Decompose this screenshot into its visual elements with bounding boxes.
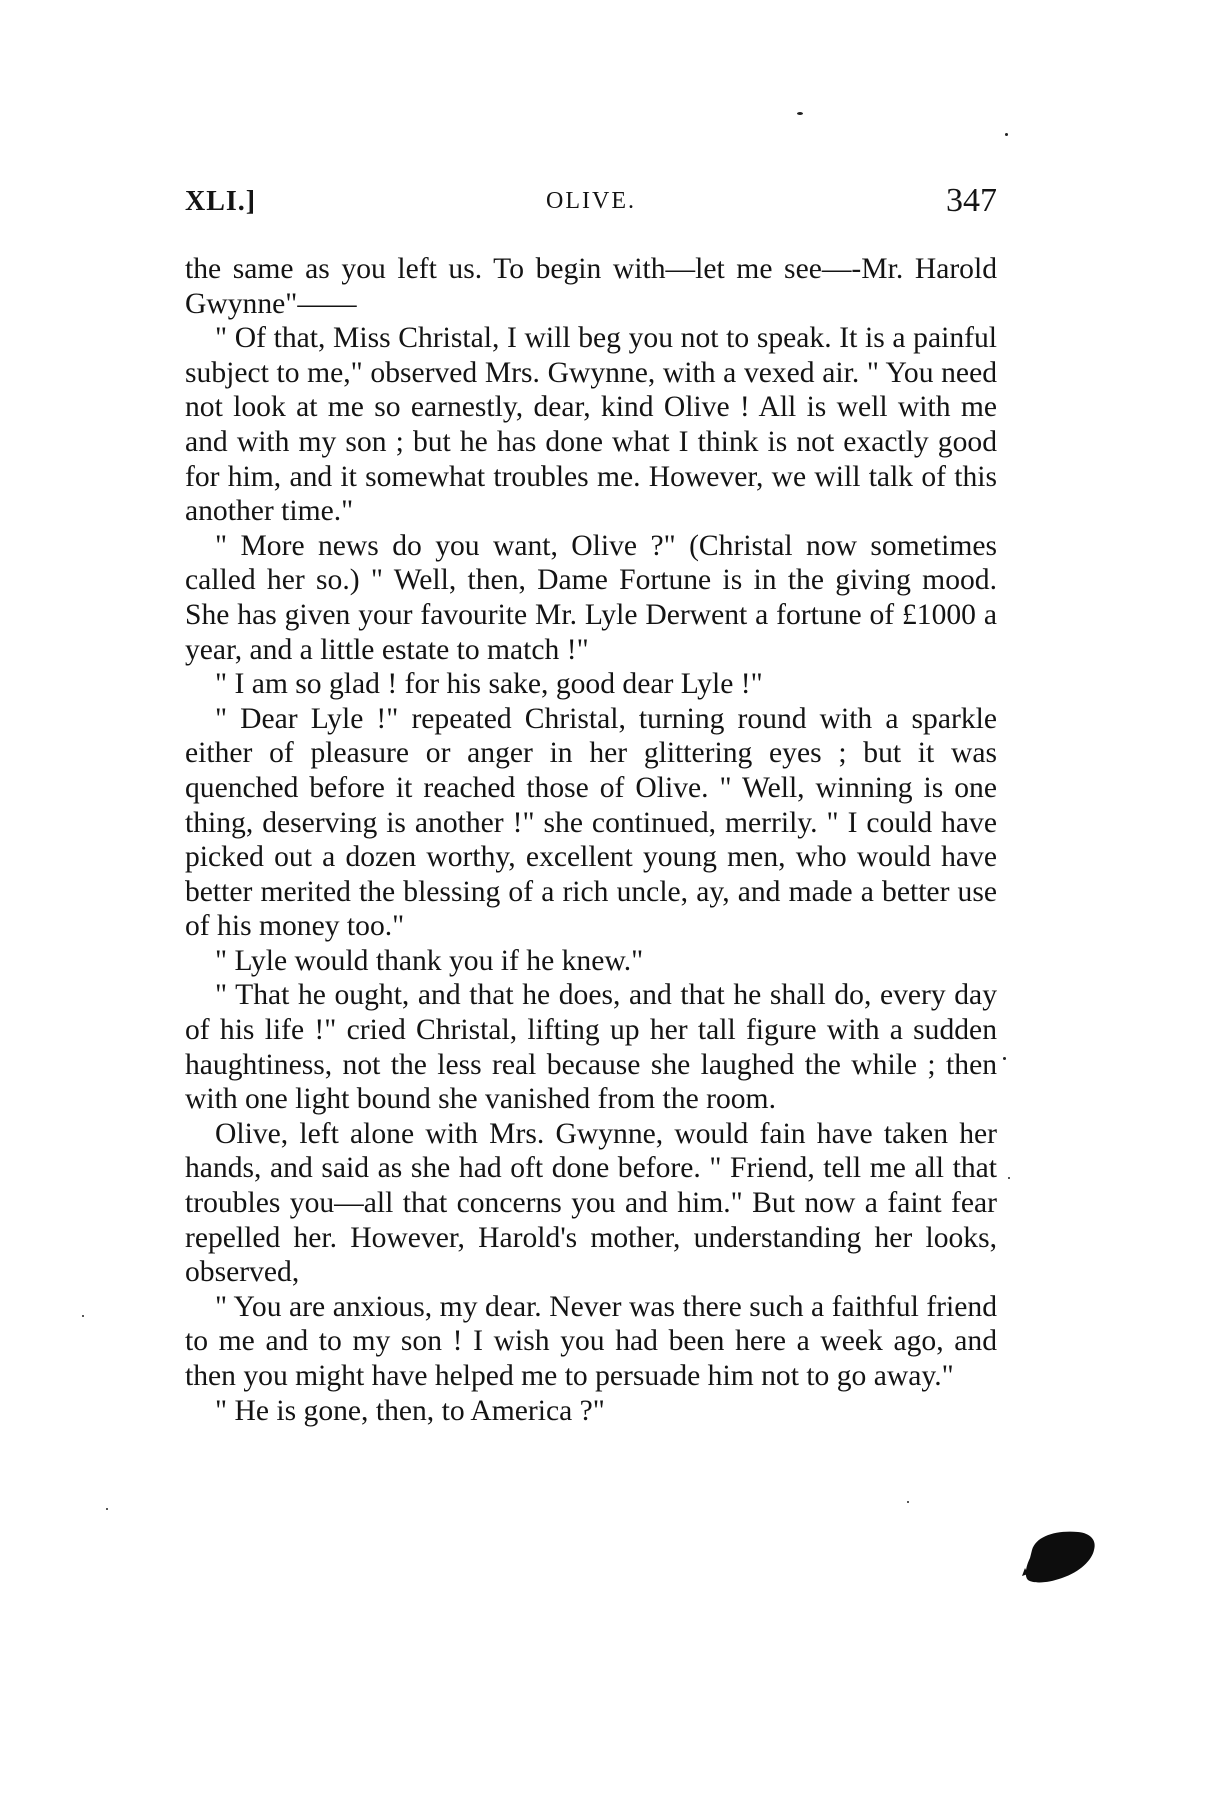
body-text xyxy=(185,252,997,1428)
paragraph: the same as you left us. To begin with—let me see—-Mr. Harold Gwynne"—— xyxy=(185,253,997,320)
scan-speck xyxy=(907,1501,909,1503)
scan-speck xyxy=(1005,133,1008,136)
scan-speck xyxy=(1003,1057,1006,1060)
paragraph: " He is gone, then, to America ?" xyxy=(215,1394,605,1427)
chapter-number: XLI.] xyxy=(185,186,257,217)
running-title: OLIVE. xyxy=(546,188,636,214)
paragraph: Olive, left alone with Mrs. Gwynne, would fain have taken her hands, and said as she had oft done before. " Friend, tell me all that troubles you—all that concerns you and him." But now a faint fear repelled her. However, Harold's mother, understanding her looks, observed, xyxy=(185,1117,997,1289)
running-header xyxy=(185,182,997,226)
paragraph: " That he ought, and that he does, and that he shall do, every day of his life !" cried Christal, lifting up her tall figure with a sudden haughtiness, not the less real because she laughed the while ; then with one light bound she vanished from the room. xyxy=(185,979,997,1116)
scan-speck xyxy=(1008,1177,1010,1179)
scan-speck xyxy=(82,1315,84,1317)
paragraph: " Dear Lyle !" repeated Christal, turning round with a sparkle either of pleasure or anger in her glittering eyes ; but it was quenched before it reached those of Olive. " Well, winning is one thing, deserving is another !" she continued, merrily. " I could have picked out a dozen worthy, excellent young men, who would have better merited the blessing of a rich uncle, ay, and made a better use of his money too." xyxy=(185,702,997,943)
paragraph: " Lyle would thank you if he knew." xyxy=(215,944,644,977)
page-number: 347 xyxy=(946,182,997,219)
paragraph: " I am so glad ! for his sake, good dear Lyle !" xyxy=(215,668,763,701)
paragraph: " Of that, Miss Christal, I will beg you not to speak. It is a painful subject to me," observed Mrs. Gwynne, with a vexed air. " You need not look at me so earnestly, dear, kind Olive ! All is well with me and with my son ; but he has done what I think is not exactly good for him, and it somewhat troubles me. However, we will talk of this another time." xyxy=(185,322,997,528)
scan-speck xyxy=(106,1508,108,1510)
ink-blot xyxy=(1022,1528,1098,1586)
scan-speck xyxy=(797,112,803,115)
paragraph: " You are anxious, my dear. Never was there such a faithful friend to me and to my son ! I wish you had been here a week ago, and then you might have helped me to persuade him not to go away." xyxy=(185,1290,997,1392)
paragraph: " More news do you want, Olive ?" (Christal now sometimes called her so.) " Well, then, Dame Fortune is in the giving mood. She has given your favourite Mr. Lyle Derwent a fortune of £1000 a year, and a little estate to match !" xyxy=(185,529,997,666)
